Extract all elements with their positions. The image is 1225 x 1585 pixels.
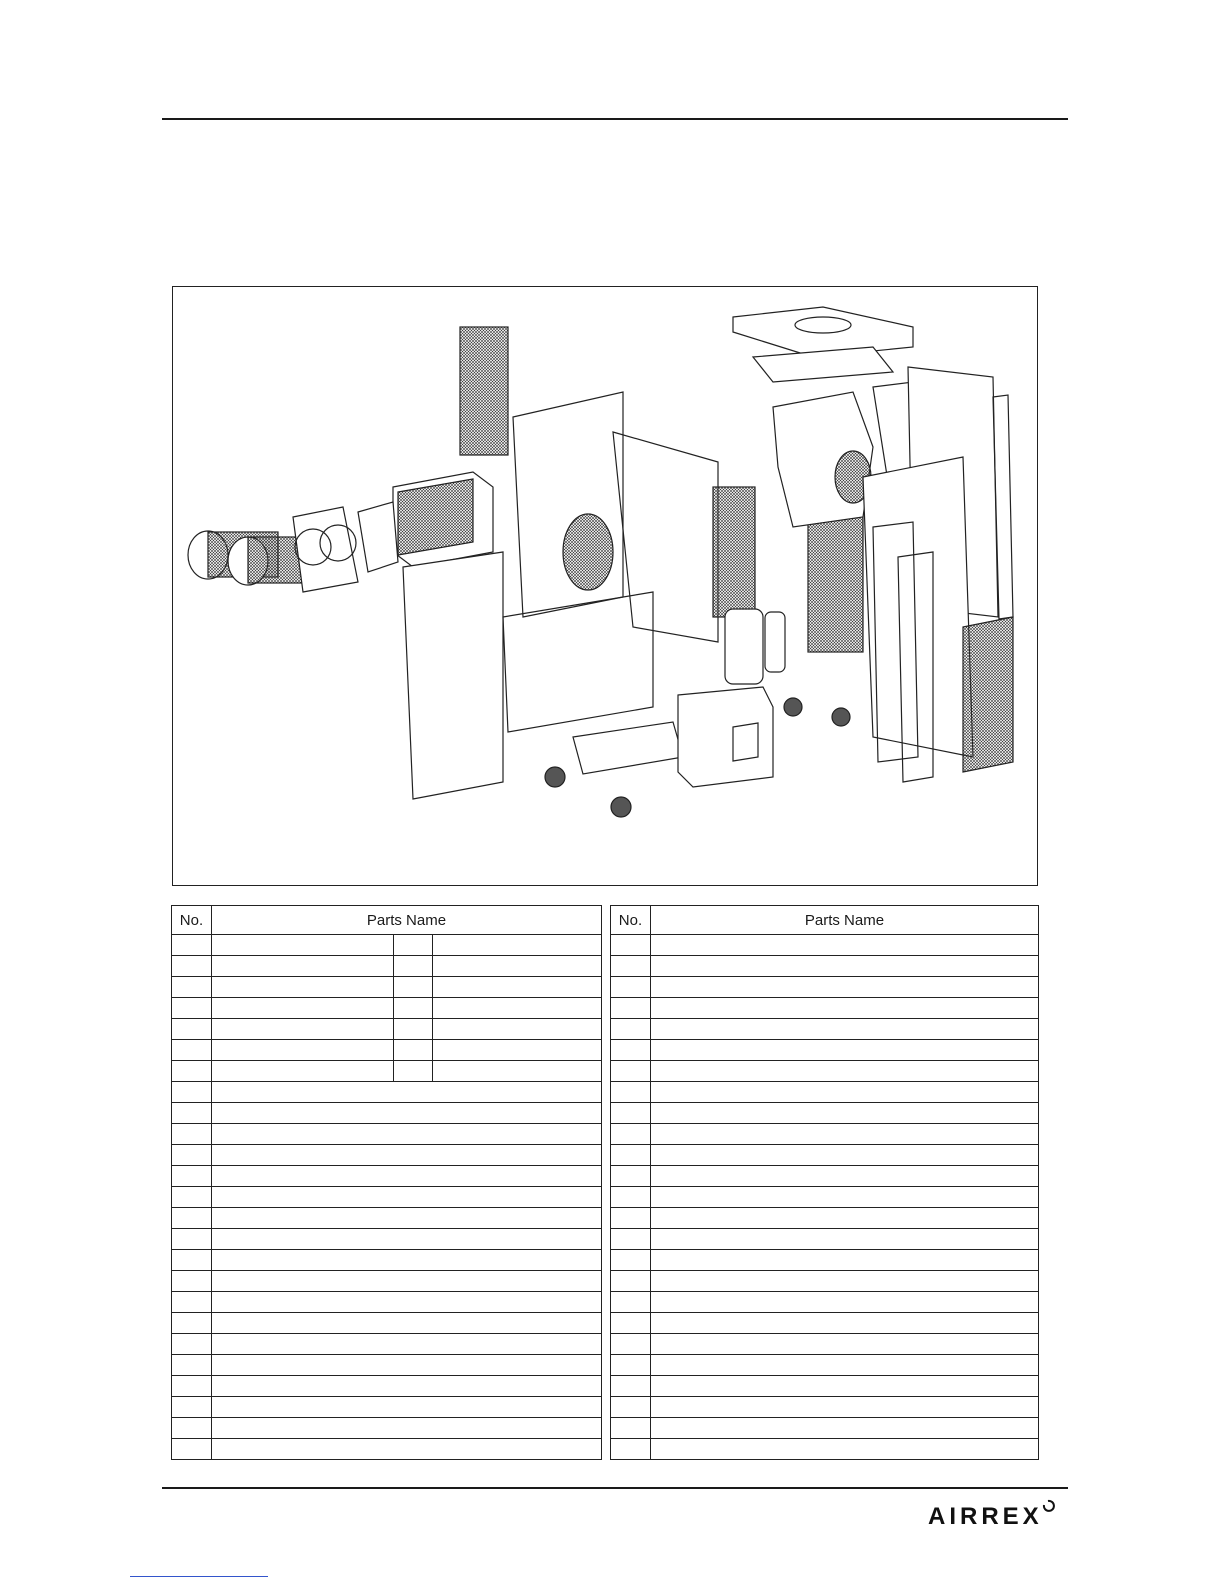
table-row: [172, 1103, 602, 1124]
blower-wheel: [563, 514, 613, 590]
table-row: [172, 1334, 602, 1355]
col-name-header: Parts Name: [211, 906, 601, 935]
table-row: [611, 1124, 1039, 1145]
table-row: [172, 956, 602, 977]
table-row: [172, 935, 602, 956]
table-row: [172, 1082, 602, 1103]
logo-mark-icon: [1041, 1499, 1055, 1515]
table-row: [172, 1418, 602, 1439]
duct-hoses: [188, 502, 398, 592]
table-row: [172, 998, 602, 1019]
col-name-header: Parts Name: [650, 906, 1038, 935]
brand-logo: [928, 1503, 1043, 1543]
table-row: [172, 1187, 602, 1208]
table-row: [172, 977, 602, 998]
table-row: [172, 1040, 602, 1061]
table-row: [611, 1229, 1039, 1250]
table-row: [611, 1250, 1039, 1271]
front-grille: [393, 472, 493, 567]
header-rule: [162, 118, 1068, 120]
table-row: [172, 1229, 602, 1250]
table-row: [172, 1019, 602, 1040]
table-row: [172, 1355, 602, 1376]
footer-link[interactable]: [130, 1576, 268, 1577]
table-row: [611, 1061, 1039, 1082]
table-row: [611, 1418, 1039, 1439]
table-row: [611, 1334, 1039, 1355]
left-table-body: [172, 935, 602, 1460]
water-tank: [678, 687, 773, 787]
table-row: [611, 1292, 1039, 1313]
table-row: [611, 998, 1039, 1019]
table-row: [611, 1082, 1039, 1103]
table-row: [172, 1124, 602, 1145]
parts-table-left: [171, 905, 602, 1460]
table-row: [611, 1208, 1039, 1229]
table-row: [172, 1061, 602, 1082]
table-row: [172, 1208, 602, 1229]
table-row: [611, 1187, 1039, 1208]
table-row: [611, 1439, 1039, 1460]
table-row: [172, 1145, 602, 1166]
col-no-header: No.: [611, 906, 651, 935]
table-row: [611, 1397, 1039, 1418]
table-row: [172, 1397, 602, 1418]
table-row: [611, 1376, 1039, 1397]
table-row: [611, 1271, 1039, 1292]
table-row: [172, 1271, 602, 1292]
exploded-view-diagram: [172, 286, 1038, 886]
table-row: [611, 1355, 1039, 1376]
footer-rule: [162, 1487, 1068, 1489]
right-table-body: [611, 935, 1039, 1460]
table-row: [172, 1376, 602, 1397]
table-row: [172, 1292, 602, 1313]
front-panel: [403, 552, 503, 799]
top-filter-panel: [460, 327, 508, 455]
col-no-header: No.: [172, 906, 212, 935]
table-row: [611, 1040, 1039, 1061]
table-row: [172, 1166, 602, 1187]
rear-filter: [963, 617, 1013, 772]
top-cover: [733, 307, 913, 382]
table-row: [611, 1019, 1039, 1040]
compressor: [725, 609, 785, 684]
table-row: [611, 1103, 1039, 1124]
table-row: [611, 1313, 1039, 1334]
table-row: [611, 977, 1039, 998]
table-row: [172, 1313, 602, 1334]
table-row: [611, 1166, 1039, 1187]
table-row: [611, 935, 1039, 956]
brand-logo-text: AIRREX: [928, 1503, 1043, 1530]
table-row: [172, 1250, 602, 1271]
parts-table-right: [610, 905, 1039, 1460]
table-row: [611, 956, 1039, 977]
table-row: [172, 1439, 602, 1460]
table-row: [611, 1145, 1039, 1166]
exploded-view-drawing: [173, 287, 1037, 885]
